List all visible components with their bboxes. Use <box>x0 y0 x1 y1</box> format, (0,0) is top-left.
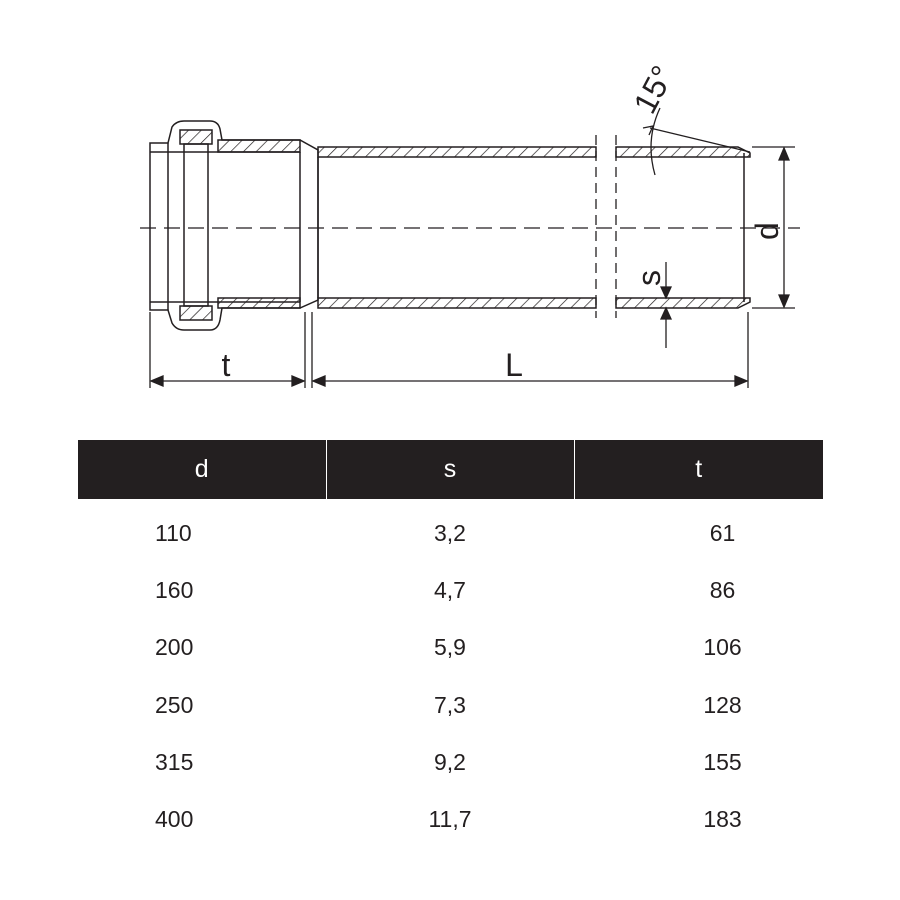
dim-L-line <box>312 312 748 388</box>
cell-t: 61 <box>709 520 736 547</box>
cell-s: 7,3 <box>434 691 466 718</box>
table-row <box>78 791 823 848</box>
header-d: d <box>78 440 326 499</box>
header-s: s <box>326 440 574 499</box>
cell-t: 155 <box>703 748 742 775</box>
angle-label: 15° <box>626 59 681 120</box>
cell-d: 250 <box>155 691 194 718</box>
pipe-socket <box>150 121 318 330</box>
cell-d: 110 <box>155 520 192 547</box>
table-row <box>78 734 823 791</box>
cell-s: 5,9 <box>434 634 466 661</box>
cell-s: 11,7 <box>428 806 472 833</box>
cell-d: 200 <box>155 634 194 661</box>
dim-d-label: d <box>749 222 785 240</box>
cell-d: 315 <box>155 748 194 775</box>
dim-L-label: L <box>505 347 523 383</box>
dim-s-label: s <box>631 270 667 286</box>
cell-t: 183 <box>703 806 742 833</box>
dim-t-label: t <box>221 347 231 383</box>
table-row <box>78 619 823 676</box>
cell-s: 3,2 <box>434 520 466 547</box>
table-row <box>78 562 823 619</box>
table-row <box>78 677 823 734</box>
cell-d: 160 <box>155 577 194 604</box>
cell-s: 4,7 <box>434 577 466 604</box>
header-t: t <box>574 440 823 499</box>
cell-s: 9,2 <box>434 748 466 775</box>
dimensions-table <box>78 440 823 848</box>
pipe-technical-drawing <box>0 0 900 420</box>
table-row <box>78 499 823 562</box>
break-lines <box>596 135 616 318</box>
cell-t: 106 <box>703 634 742 661</box>
cell-t: 128 <box>703 691 742 718</box>
cell-t: 86 <box>709 577 736 604</box>
angle-annotation <box>643 108 750 175</box>
table-header-row <box>78 440 823 499</box>
cell-d: 400 <box>155 806 194 833</box>
